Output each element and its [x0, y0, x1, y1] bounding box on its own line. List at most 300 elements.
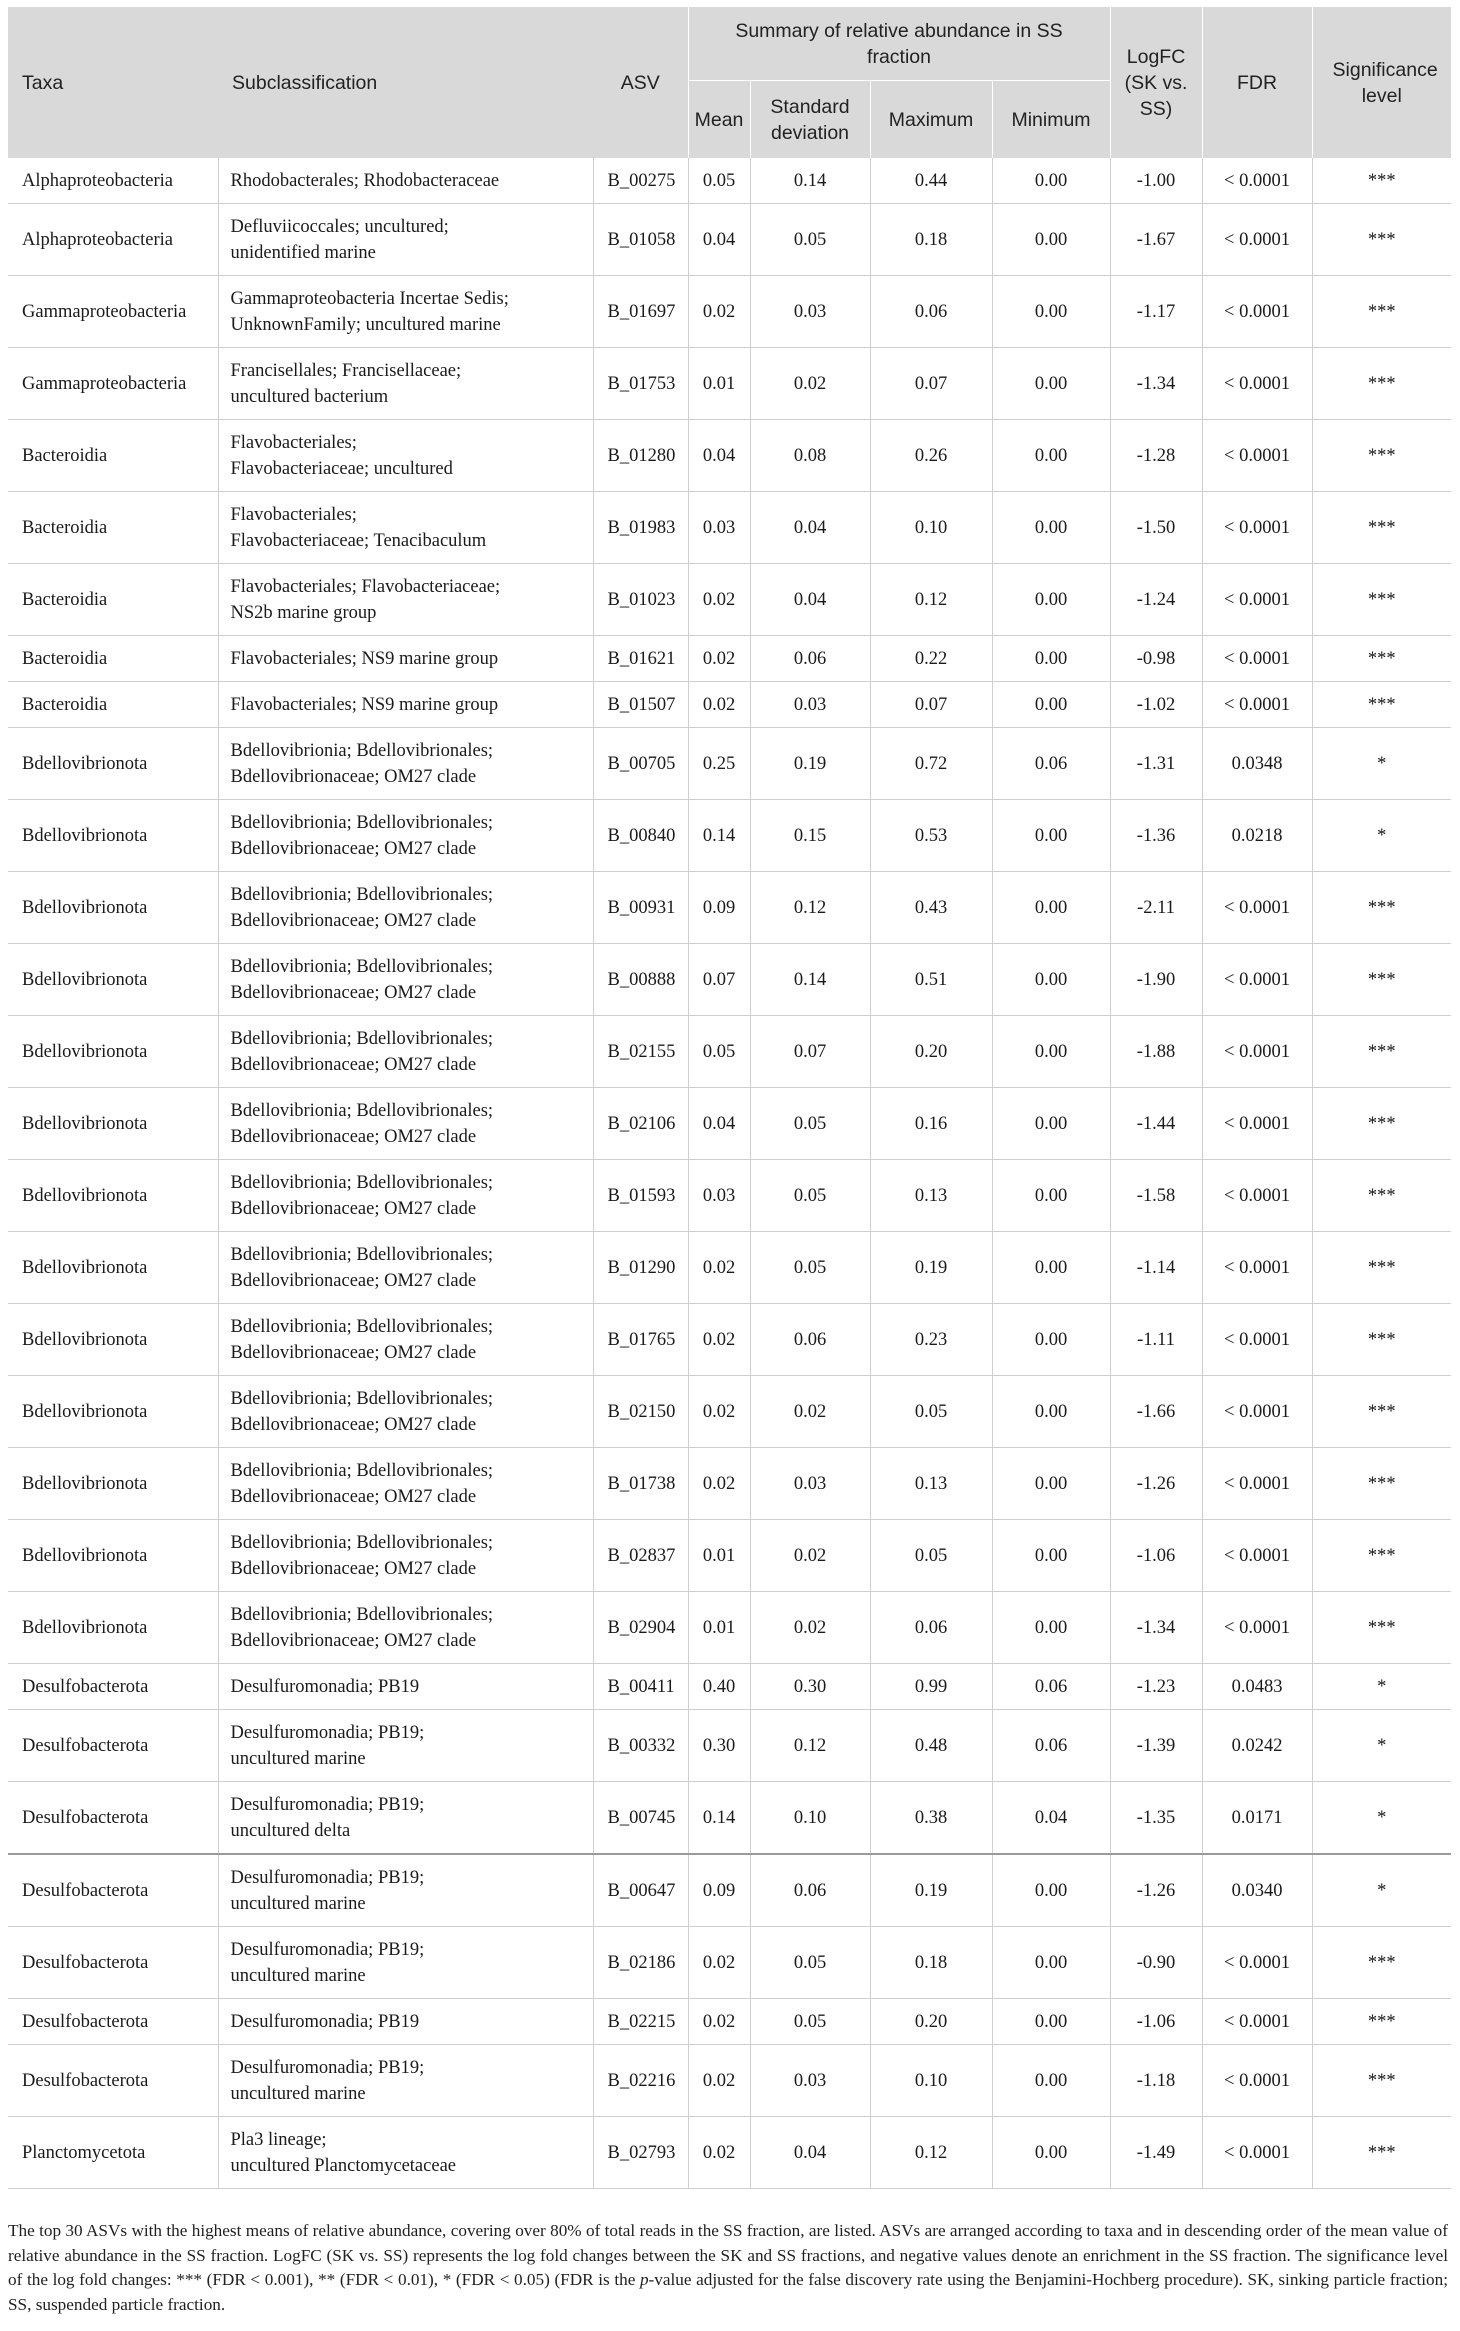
cell-logfc: -1.06: [1110, 1520, 1202, 1592]
cell-logfc: -1.35: [1110, 1782, 1202, 1855]
cell-logfc: -1.31: [1110, 728, 1202, 800]
cell-asv: B_00275: [593, 158, 688, 204]
cell-significance: ***: [1312, 1016, 1451, 1088]
subclassification-line-2: uncultured marine: [230, 1965, 366, 1986]
cell-min: 0.06: [992, 1664, 1110, 1710]
cell-logfc: -1.26: [1110, 1448, 1202, 1520]
cell-mean: 0.01: [688, 348, 750, 420]
cell-max: 0.72: [870, 728, 992, 800]
subclassification-line-1: Flavobacteriales; NS9 marine group: [230, 648, 499, 669]
cell-min: 0.00: [992, 420, 1110, 492]
cell-min: 0.00: [992, 276, 1110, 348]
cell-mean: 0.02: [688, 1232, 750, 1304]
cell-logfc: -1.67: [1110, 204, 1202, 276]
table-row: [8, 1999, 1451, 2045]
cell-asv: B_00745: [593, 1782, 688, 1855]
cell-logfc: -1.00: [1110, 158, 1202, 204]
cell-max: 0.12: [870, 564, 992, 636]
cell-sd: 0.12: [750, 872, 870, 944]
cell-subclassification: [218, 204, 593, 276]
table-row: [8, 1710, 1451, 1782]
cell-significance: ***: [1312, 1304, 1451, 1376]
subclassification-line-1: Desulfuromonadia; PB19;: [230, 1794, 425, 1815]
cell-logfc: -2.11: [1110, 872, 1202, 944]
asv-table: [8, 7, 1451, 2189]
cell-significance: ***: [1312, 2117, 1451, 2189]
cell-fdr: < 0.0001: [1202, 1304, 1312, 1376]
cell-min: 0.00: [992, 1016, 1110, 1088]
cell-sd: 0.06: [750, 1304, 870, 1376]
cell-min: 0.00: [992, 2045, 1110, 2117]
cell-logfc: -1.34: [1110, 348, 1202, 420]
cell-logfc: -1.34: [1110, 1592, 1202, 1664]
cell-fdr: < 0.0001: [1202, 1160, 1312, 1232]
cell-mean: 0.02: [688, 1448, 750, 1520]
cell-logfc: -1.02: [1110, 682, 1202, 728]
cell-min: 0.00: [992, 1304, 1110, 1376]
subclassification-line-2: unidentified marine: [230, 242, 376, 263]
cell-sd: 0.02: [750, 1376, 870, 1448]
subclassification-line-2: uncultured marine: [230, 1748, 366, 1769]
subclassification-line-1: Bdellovibrionia; Bdellovibrionales;: [230, 1604, 494, 1625]
subclassification-line-1: Gammaproteobacteria Incertae Sedis;: [230, 288, 509, 309]
cell-taxa: Bacteroidia: [8, 682, 218, 728]
table-row: [8, 1592, 1451, 1664]
cell-significance: ***: [1312, 276, 1451, 348]
table-row: [8, 1927, 1451, 1999]
cell-taxa: Bdellovibrionota: [8, 1088, 218, 1160]
subclassification-line-2: Bdellovibrionaceae; OM27 clade: [230, 1342, 477, 1363]
cell-min: 0.00: [992, 1232, 1110, 1304]
cell-fdr: < 0.0001: [1202, 1232, 1312, 1304]
cell-min: 0.00: [992, 1999, 1110, 2045]
table-row: [8, 1376, 1451, 1448]
cell-taxa: Desulfobacterota: [8, 1999, 218, 2045]
cell-fdr: < 0.0001: [1202, 1088, 1312, 1160]
cell-logfc: -1.26: [1110, 1854, 1202, 1927]
subclassification-line-2: NS2b marine group: [230, 602, 377, 623]
cell-asv: B_02186: [593, 1927, 688, 1999]
cell-mean: 0.02: [688, 564, 750, 636]
cell-mean: 0.02: [688, 1376, 750, 1448]
subclassification-line-1: Francisellales; Francisellaceae;: [230, 360, 462, 381]
cell-subclassification: [218, 728, 593, 800]
cell-max: 0.18: [870, 1927, 992, 1999]
header-asv: ASV: [593, 7, 688, 158]
cell-asv: B_01593: [593, 1160, 688, 1232]
table-row: [8, 204, 1451, 276]
cell-taxa: Alphaproteobacteria: [8, 158, 218, 204]
cell-sd: 0.12: [750, 1710, 870, 1782]
cell-min: 0.00: [992, 1160, 1110, 1232]
cell-min: 0.00: [992, 1927, 1110, 1999]
cell-significance: ***: [1312, 158, 1451, 204]
subclassification-line-2: UnknownFamily; uncultured marine: [230, 314, 501, 335]
cell-fdr: 0.0171: [1202, 1782, 1312, 1855]
cell-taxa: Bdellovibrionota: [8, 800, 218, 872]
table-row: [8, 1304, 1451, 1376]
cell-subclassification: [218, 1854, 593, 1927]
cell-subclassification: [218, 1927, 593, 1999]
cell-max: 0.44: [870, 158, 992, 204]
cell-subclassification: [218, 564, 593, 636]
cell-logfc: -1.24: [1110, 564, 1202, 636]
cell-fdr: < 0.0001: [1202, 564, 1312, 636]
cell-significance: ***: [1312, 1999, 1451, 2045]
cell-mean: 0.02: [688, 1999, 750, 2045]
table-row: [8, 872, 1451, 944]
cell-sd: 0.14: [750, 158, 870, 204]
cell-significance: *: [1312, 800, 1451, 872]
subclassification-line-1: Bdellovibrionia; Bdellovibrionales;: [230, 1388, 494, 1409]
cell-min: 0.00: [992, 1376, 1110, 1448]
cell-taxa: Desulfobacterota: [8, 1710, 218, 1782]
subclassification-line-2: Bdellovibrionaceae; OM27 clade: [230, 1414, 477, 1435]
cell-subclassification: [218, 800, 593, 872]
cell-fdr: < 0.0001: [1202, 1927, 1312, 1999]
cell-logfc: -1.17: [1110, 276, 1202, 348]
subclassification-line-2: Bdellovibrionaceae; OM27 clade: [230, 1558, 477, 1579]
cell-asv: B_02215: [593, 1999, 688, 2045]
cell-mean: 0.05: [688, 1016, 750, 1088]
cell-taxa: Bdellovibrionota: [8, 1376, 218, 1448]
cell-min: 0.00: [992, 1520, 1110, 1592]
cell-taxa: Desulfobacterota: [8, 1927, 218, 1999]
cell-max: 0.38: [870, 1782, 992, 1855]
cell-max: 0.48: [870, 1710, 992, 1782]
cell-min: 0.00: [992, 872, 1110, 944]
cell-min: 0.00: [992, 564, 1110, 636]
cell-subclassification: [218, 1088, 593, 1160]
cell-subclassification: [218, 1160, 593, 1232]
subclassification-line-1: Bdellovibrionia; Bdellovibrionales;: [230, 1172, 494, 1193]
cell-taxa: Bacteroidia: [8, 492, 218, 564]
cell-max: 0.05: [870, 1520, 992, 1592]
cell-asv: B_01280: [593, 420, 688, 492]
cell-logfc: -1.44: [1110, 1088, 1202, 1160]
subclassification-line-2: uncultured marine: [230, 1893, 366, 1914]
cell-significance: ***: [1312, 944, 1451, 1016]
subclassification-line-1: Bdellovibrionia; Bdellovibrionales;: [230, 956, 494, 977]
table-footnote: [8, 2219, 1448, 2317]
cell-sd: 0.02: [750, 1520, 870, 1592]
cell-mean: 0.01: [688, 1520, 750, 1592]
cell-fdr: < 0.0001: [1202, 1448, 1312, 1520]
subclassification-line-1: Desulfuromonadia; PB19;: [230, 1867, 425, 1888]
cell-subclassification: [218, 636, 593, 682]
table-row: [8, 944, 1451, 1016]
header-logfc: LogFC (SK vs. SS): [1110, 7, 1202, 158]
cell-sd: 0.05: [750, 1088, 870, 1160]
cell-taxa: Planctomycetota: [8, 2117, 218, 2189]
table-row: [8, 636, 1451, 682]
cell-taxa: Bdellovibrionota: [8, 944, 218, 1016]
cell-mean: 0.02: [688, 276, 750, 348]
cell-sd: 0.02: [750, 348, 870, 420]
header-taxa: Taxa: [8, 7, 218, 158]
cell-sd: 0.05: [750, 204, 870, 276]
cell-asv: B_00840: [593, 800, 688, 872]
footnote-text-1: The top 30 ASVs with the highest means of relative abundance, covering over 80% of total reads in the SS fraction, are listed. ASVs are arranged according to taxa and in descending order of the mean value of relative abundance in the SS fraction. LogFC (SK vs. SS) represents the log fold changes between the SK and SS fractions, and negative values denote an enrichment in the SS fraction. The significance level of the log fold changes: *** (FDR < 0.001), ** (FDR < 0.01), * (FDR < 0.05) (FDR is the: [8, 2221, 1448, 2289]
cell-sd: 0.04: [750, 492, 870, 564]
subclassification-line-1: Desulfuromonadia; PB19;: [230, 1722, 425, 1743]
cell-max: 0.05: [870, 1376, 992, 1448]
cell-min: 0.00: [992, 2117, 1110, 2189]
cell-sd: 0.03: [750, 2045, 870, 2117]
cell-asv: B_00332: [593, 1710, 688, 1782]
cell-taxa: Desulfobacterota: [8, 1854, 218, 1927]
cell-significance: ***: [1312, 1376, 1451, 1448]
cell-fdr: < 0.0001: [1202, 420, 1312, 492]
cell-sd: 0.03: [750, 276, 870, 348]
cell-max: 0.19: [870, 1854, 992, 1927]
cell-sd: 0.14: [750, 944, 870, 1016]
cell-significance: ***: [1312, 682, 1451, 728]
cell-sd: 0.05: [750, 1232, 870, 1304]
cell-significance: ***: [1312, 492, 1451, 564]
cell-logfc: -1.18: [1110, 2045, 1202, 2117]
cell-fdr: < 0.0001: [1202, 276, 1312, 348]
cell-fdr: < 0.0001: [1202, 348, 1312, 420]
cell-subclassification: [218, 2045, 593, 2117]
cell-min: 0.00: [992, 348, 1110, 420]
cell-mean: 0.04: [688, 1088, 750, 1160]
cell-max: 0.53: [870, 800, 992, 872]
table-row: [8, 1232, 1451, 1304]
cell-sd: 0.04: [750, 564, 870, 636]
cell-max: 0.43: [870, 872, 992, 944]
cell-asv: B_01290: [593, 1232, 688, 1304]
cell-taxa: Bacteroidia: [8, 636, 218, 682]
cell-sd: 0.19: [750, 728, 870, 800]
cell-asv: B_01507: [593, 682, 688, 728]
cell-max: 0.13: [870, 1448, 992, 1520]
cell-subclassification: [218, 2117, 593, 2189]
cell-logfc: -0.98: [1110, 636, 1202, 682]
cell-sd: 0.06: [750, 636, 870, 682]
cell-logfc: -0.90: [1110, 1927, 1202, 1999]
cell-fdr: < 0.0001: [1202, 872, 1312, 944]
cell-max: 0.10: [870, 2045, 992, 2117]
cell-asv: B_01753: [593, 348, 688, 420]
subclassification-line-2: uncultured bacterium: [230, 386, 389, 407]
cell-subclassification: [218, 420, 593, 492]
cell-asv: B_00931: [593, 872, 688, 944]
subclassification-line-1: Bdellovibrionia; Bdellovibrionales;: [230, 1028, 494, 1049]
cell-logfc: -1.06: [1110, 1999, 1202, 2045]
subclassification-line-1: Bdellovibrionia; Bdellovibrionales;: [230, 1316, 494, 1337]
cell-subclassification: [218, 1999, 593, 2045]
cell-subclassification: [218, 1232, 593, 1304]
cell-mean: 0.30: [688, 1710, 750, 1782]
table-row: [8, 420, 1451, 492]
cell-asv: B_02155: [593, 1016, 688, 1088]
cell-fdr: 0.0348: [1202, 728, 1312, 800]
cell-asv: B_01058: [593, 204, 688, 276]
cell-sd: 0.05: [750, 1999, 870, 2045]
cell-fdr: < 0.0001: [1202, 1592, 1312, 1664]
cell-min: 0.06: [992, 728, 1110, 800]
table-row: [8, 728, 1451, 800]
cell-max: 0.51: [870, 944, 992, 1016]
subclassification-line-2: Bdellovibrionaceae; OM27 clade: [230, 982, 477, 1003]
table-header: [8, 7, 1451, 158]
cell-mean: 0.09: [688, 1854, 750, 1927]
cell-sd: 0.03: [750, 682, 870, 728]
cell-mean: 0.04: [688, 204, 750, 276]
cell-min: 0.00: [992, 204, 1110, 276]
cell-logfc: -1.36: [1110, 800, 1202, 872]
cell-max: 0.07: [870, 348, 992, 420]
cell-min: 0.00: [992, 636, 1110, 682]
cell-fdr: < 0.0001: [1202, 1376, 1312, 1448]
cell-fdr: 0.0218: [1202, 800, 1312, 872]
cell-fdr: < 0.0001: [1202, 1016, 1312, 1088]
cell-taxa: Bdellovibrionota: [8, 872, 218, 944]
cell-subclassification: [218, 276, 593, 348]
cell-subclassification: [218, 1304, 593, 1376]
cell-taxa: Desulfobacterota: [8, 1782, 218, 1855]
cell-taxa: Alphaproteobacteria: [8, 204, 218, 276]
subclassification-line-2: Bdellovibrionaceae; OM27 clade: [230, 838, 477, 859]
cell-taxa: Bdellovibrionota: [8, 1016, 218, 1088]
subclassification-line-1: Bdellovibrionia; Bdellovibrionales;: [230, 1532, 494, 1553]
subclassification-line-2: Bdellovibrionaceae; OM27 clade: [230, 1270, 477, 1291]
cell-fdr: < 0.0001: [1202, 636, 1312, 682]
cell-asv: B_02150: [593, 1376, 688, 1448]
cell-max: 0.19: [870, 1232, 992, 1304]
cell-asv: B_02904: [593, 1592, 688, 1664]
table-row: [8, 800, 1451, 872]
subclassification-line-2: Bdellovibrionaceae; OM27 clade: [230, 1126, 477, 1147]
subclassification-line-1: Desulfuromonadia; PB19;: [230, 2057, 425, 2078]
cell-max: 0.07: [870, 682, 992, 728]
cell-asv: B_02837: [593, 1520, 688, 1592]
cell-significance: *: [1312, 1854, 1451, 1927]
cell-fdr: < 0.0001: [1202, 1520, 1312, 1592]
cell-sd: 0.07: [750, 1016, 870, 1088]
cell-taxa: Bacteroidia: [8, 564, 218, 636]
cell-taxa: Bdellovibrionota: [8, 1304, 218, 1376]
footnote-italic-p: p: [639, 2270, 649, 2289]
cell-logfc: -1.23: [1110, 1664, 1202, 1710]
cell-subclassification: [218, 348, 593, 420]
cell-subclassification: [218, 872, 593, 944]
subclassification-line-1: Bdellovibrionia; Bdellovibrionales;: [230, 1460, 494, 1481]
cell-sd: 0.08: [750, 420, 870, 492]
cell-min: 0.06: [992, 1710, 1110, 1782]
cell-taxa: Desulfobacterota: [8, 2045, 218, 2117]
cell-significance: ***: [1312, 348, 1451, 420]
cell-logfc: -1.39: [1110, 1710, 1202, 1782]
cell-sd: 0.05: [750, 1160, 870, 1232]
cell-asv: B_02793: [593, 2117, 688, 2189]
cell-mean: 0.03: [688, 1160, 750, 1232]
cell-max: 0.06: [870, 1592, 992, 1664]
cell-fdr: < 0.0001: [1202, 1999, 1312, 2045]
subclassification-line-2: Bdellovibrionaceae; OM27 clade: [230, 766, 477, 787]
cell-subclassification: [218, 1376, 593, 1448]
cell-mean: 0.02: [688, 682, 750, 728]
cell-fdr: < 0.0001: [1202, 2117, 1312, 2189]
cell-asv: B_00411: [593, 1664, 688, 1710]
table-row: [8, 1520, 1451, 1592]
cell-asv: B_01621: [593, 636, 688, 682]
cell-sd: 0.04: [750, 2117, 870, 2189]
cell-logfc: -1.58: [1110, 1160, 1202, 1232]
cell-significance: ***: [1312, 1160, 1451, 1232]
cell-asv: B_01765: [593, 1304, 688, 1376]
cell-significance: *: [1312, 1664, 1451, 1710]
cell-logfc: -1.50: [1110, 492, 1202, 564]
cell-mean: 0.03: [688, 492, 750, 564]
cell-sd: 0.15: [750, 800, 870, 872]
table-row: [8, 564, 1451, 636]
table-row: [8, 1854, 1451, 1927]
cell-significance: ***: [1312, 1927, 1451, 1999]
cell-max: 0.16: [870, 1088, 992, 1160]
header-min: Minimum: [992, 81, 1110, 159]
cell-logfc: -1.66: [1110, 1376, 1202, 1448]
subclassification-line-2: Flavobacteriaceae; Tenacibaculum: [230, 530, 487, 551]
cell-subclassification: [218, 1592, 593, 1664]
cell-max: 0.18: [870, 204, 992, 276]
cell-subclassification: [218, 1520, 593, 1592]
cell-significance: ***: [1312, 204, 1451, 276]
cell-logfc: -1.90: [1110, 944, 1202, 1016]
cell-asv: B_00705: [593, 728, 688, 800]
cell-max: 0.06: [870, 276, 992, 348]
cell-subclassification: [218, 944, 593, 1016]
cell-min: 0.00: [992, 1088, 1110, 1160]
cell-max: 0.13: [870, 1160, 992, 1232]
cell-min: 0.00: [992, 800, 1110, 872]
cell-max: 0.12: [870, 2117, 992, 2189]
cell-taxa: Bacteroidia: [8, 420, 218, 492]
cell-asv: B_00647: [593, 1854, 688, 1927]
table-row: [8, 1160, 1451, 1232]
cell-sd: 0.02: [750, 1592, 870, 1664]
cell-asv: B_01697: [593, 276, 688, 348]
cell-subclassification: [218, 492, 593, 564]
cell-significance: ***: [1312, 1520, 1451, 1592]
cell-asv: B_02216: [593, 2045, 688, 2117]
cell-subclassification: [218, 1710, 593, 1782]
cell-taxa: Bdellovibrionota: [8, 1520, 218, 1592]
table-row: [8, 1088, 1451, 1160]
subclassification-line-2: Bdellovibrionaceae; OM27 clade: [230, 1054, 477, 1075]
cell-fdr: 0.0483: [1202, 1664, 1312, 1710]
cell-fdr: < 0.0001: [1202, 2045, 1312, 2117]
cell-mean: 0.05: [688, 158, 750, 204]
cell-mean: 0.01: [688, 1592, 750, 1664]
cell-mean: 0.25: [688, 728, 750, 800]
header-max: Maximum: [870, 81, 992, 159]
cell-taxa: Gammaproteobacteria: [8, 348, 218, 420]
subclassification-line-2: Bdellovibrionaceae; OM27 clade: [230, 1630, 477, 1651]
cell-taxa: Bdellovibrionota: [8, 1448, 218, 1520]
cell-fdr: < 0.0001: [1202, 682, 1312, 728]
cell-min: 0.00: [992, 1448, 1110, 1520]
cell-taxa: Bdellovibrionota: [8, 728, 218, 800]
table-row: [8, 492, 1451, 564]
cell-max: 0.20: [870, 1999, 992, 2045]
subclassification-line-1: Desulfuromonadia; PB19;: [230, 1939, 425, 1960]
cell-subclassification: [218, 1016, 593, 1088]
cell-min: 0.00: [992, 158, 1110, 204]
subclassification-line-1: Desulfuromonadia; PB19: [230, 1676, 420, 1697]
cell-taxa: Bdellovibrionota: [8, 1160, 218, 1232]
